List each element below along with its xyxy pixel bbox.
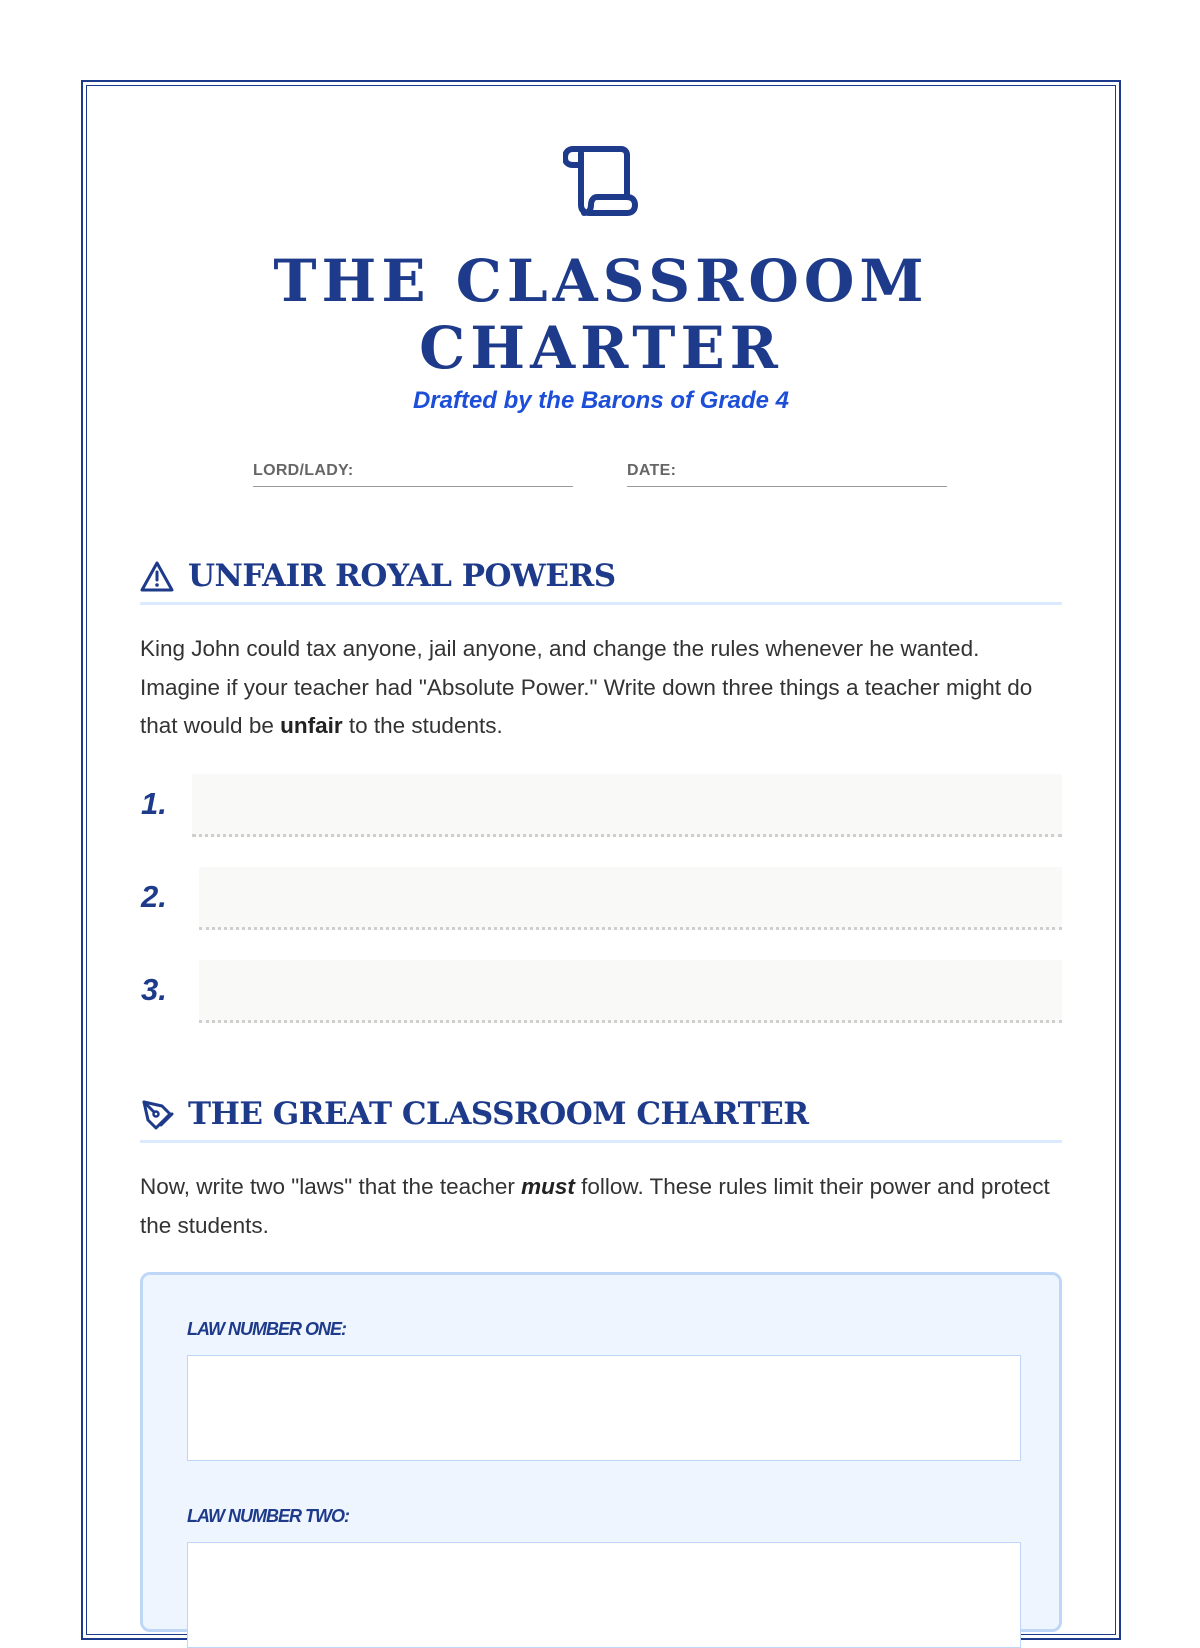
law-one-input[interactable]: [187, 1355, 1021, 1461]
item-number: 1.: [141, 786, 167, 821]
section-unfair-powers-text: [140, 630, 1062, 746]
charter-text-part1: Now, write two "laws" that the teacher: [140, 1174, 522, 1199]
page-subtitle: Drafted by the Barons of Grade 4: [412, 387, 790, 414]
scroll-icon: [563, 145, 639, 217]
answer-line-1[interactable]: [192, 774, 1062, 837]
law-two-label: LAW NUMBER TWO:: [187, 1506, 349, 1526]
lord-lady-label: LORD/LADY:: [253, 462, 354, 479]
answer-line-2[interactable]: [199, 867, 1062, 930]
unfair-text-bold: unfair: [280, 713, 343, 738]
date-label: DATE:: [627, 462, 677, 479]
laws-panel: [140, 1272, 1062, 1632]
item-number: 3.: [141, 972, 167, 1007]
pen-nib-icon: [140, 1098, 174, 1132]
date-field[interactable]: [627, 462, 947, 487]
item-number: 2.: [141, 879, 167, 914]
page-title: THE CLASSROOM CHARTER: [273, 247, 929, 382]
warning-triangle-icon: [140, 560, 174, 594]
section-charter-header: [140, 1098, 1062, 1143]
section-unfair-powers-heading: UNFAIR ROYAL POWERS: [188, 558, 616, 594]
law-two-input[interactable]: [187, 1542, 1021, 1648]
section-charter-heading: THE GREAT CLASSROOM CHARTER: [188, 1096, 809, 1132]
charter-text-part2: follow. These rules limit their power and protect the students.: [140, 1174, 1050, 1238]
answer-line-3[interactable]: [199, 960, 1062, 1023]
unfair-text-part2: to the students.: [342, 713, 503, 738]
charter-text-emphasis: must: [521, 1174, 575, 1199]
unfair-text-part1: King John could tax anyone, jail anyone, and change the rules whenever he wanted. Imagine if your teacher had "Absolute Power." Write down three things a teacher might do that would be: [140, 636, 1033, 738]
section-charter-text: [140, 1168, 1062, 1245]
section-unfair-powers-header: [140, 560, 1062, 605]
law-one-label: LAW NUMBER ONE:: [187, 1319, 346, 1339]
lord-lady-field[interactable]: [253, 462, 573, 487]
